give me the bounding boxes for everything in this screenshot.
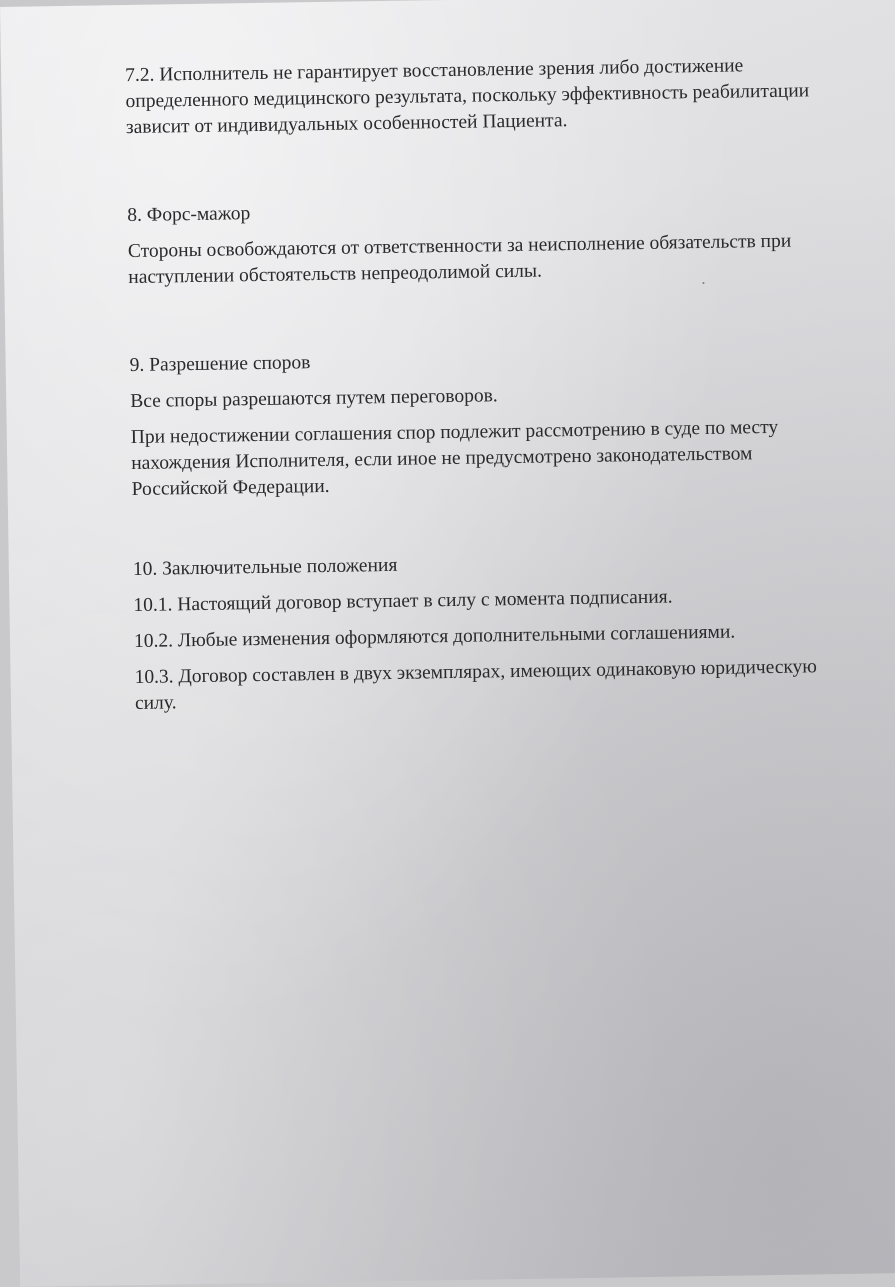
section-10-heading: 10. Заключительные положения xyxy=(132,554,398,581)
section-8 xyxy=(127,192,848,291)
paper-speck xyxy=(702,282,704,284)
clause-10-1: 10.1. Настоящий договор вступает в силу с момента подписания. xyxy=(133,586,673,617)
clause-9-text-1: Все споры разрешаются путем переговоров. xyxy=(130,385,498,413)
section-7 xyxy=(125,52,846,141)
section-9 xyxy=(130,342,852,503)
clause-7-2: 7.2. Исполнитель не гарантирует восстановление зрения либо достижение определенного медицинского результата, поскольку эффективность реабилитации зависит от индивидуальных особенностей Пациента. xyxy=(124,55,810,139)
clause-10-3: 10.3. Договор составлен в двух экземплярах, имеющих одинаковую юридическую силу. xyxy=(134,656,818,714)
section-9-heading: 9. Разрешение споров xyxy=(129,352,311,377)
clause-10-2: 10.2. Любые изменения оформляются дополнительными соглашениями. xyxy=(133,621,736,653)
clause-9-text-2: При недостижении соглашения спор подлежит рассмотрению в суде по месту нахождения Исполнителя, если иное не предусмотрено законодательством Российской Федерации. xyxy=(130,416,779,501)
section-10 xyxy=(133,546,855,717)
clause-8-text: Стороны освобождаются от ответственности за неисполнение обязательств при наступлении обстоятельств непреодолимой силы. xyxy=(127,230,792,289)
section-8-heading: 8. Форс-мажор xyxy=(127,203,251,227)
document-body xyxy=(125,52,855,727)
